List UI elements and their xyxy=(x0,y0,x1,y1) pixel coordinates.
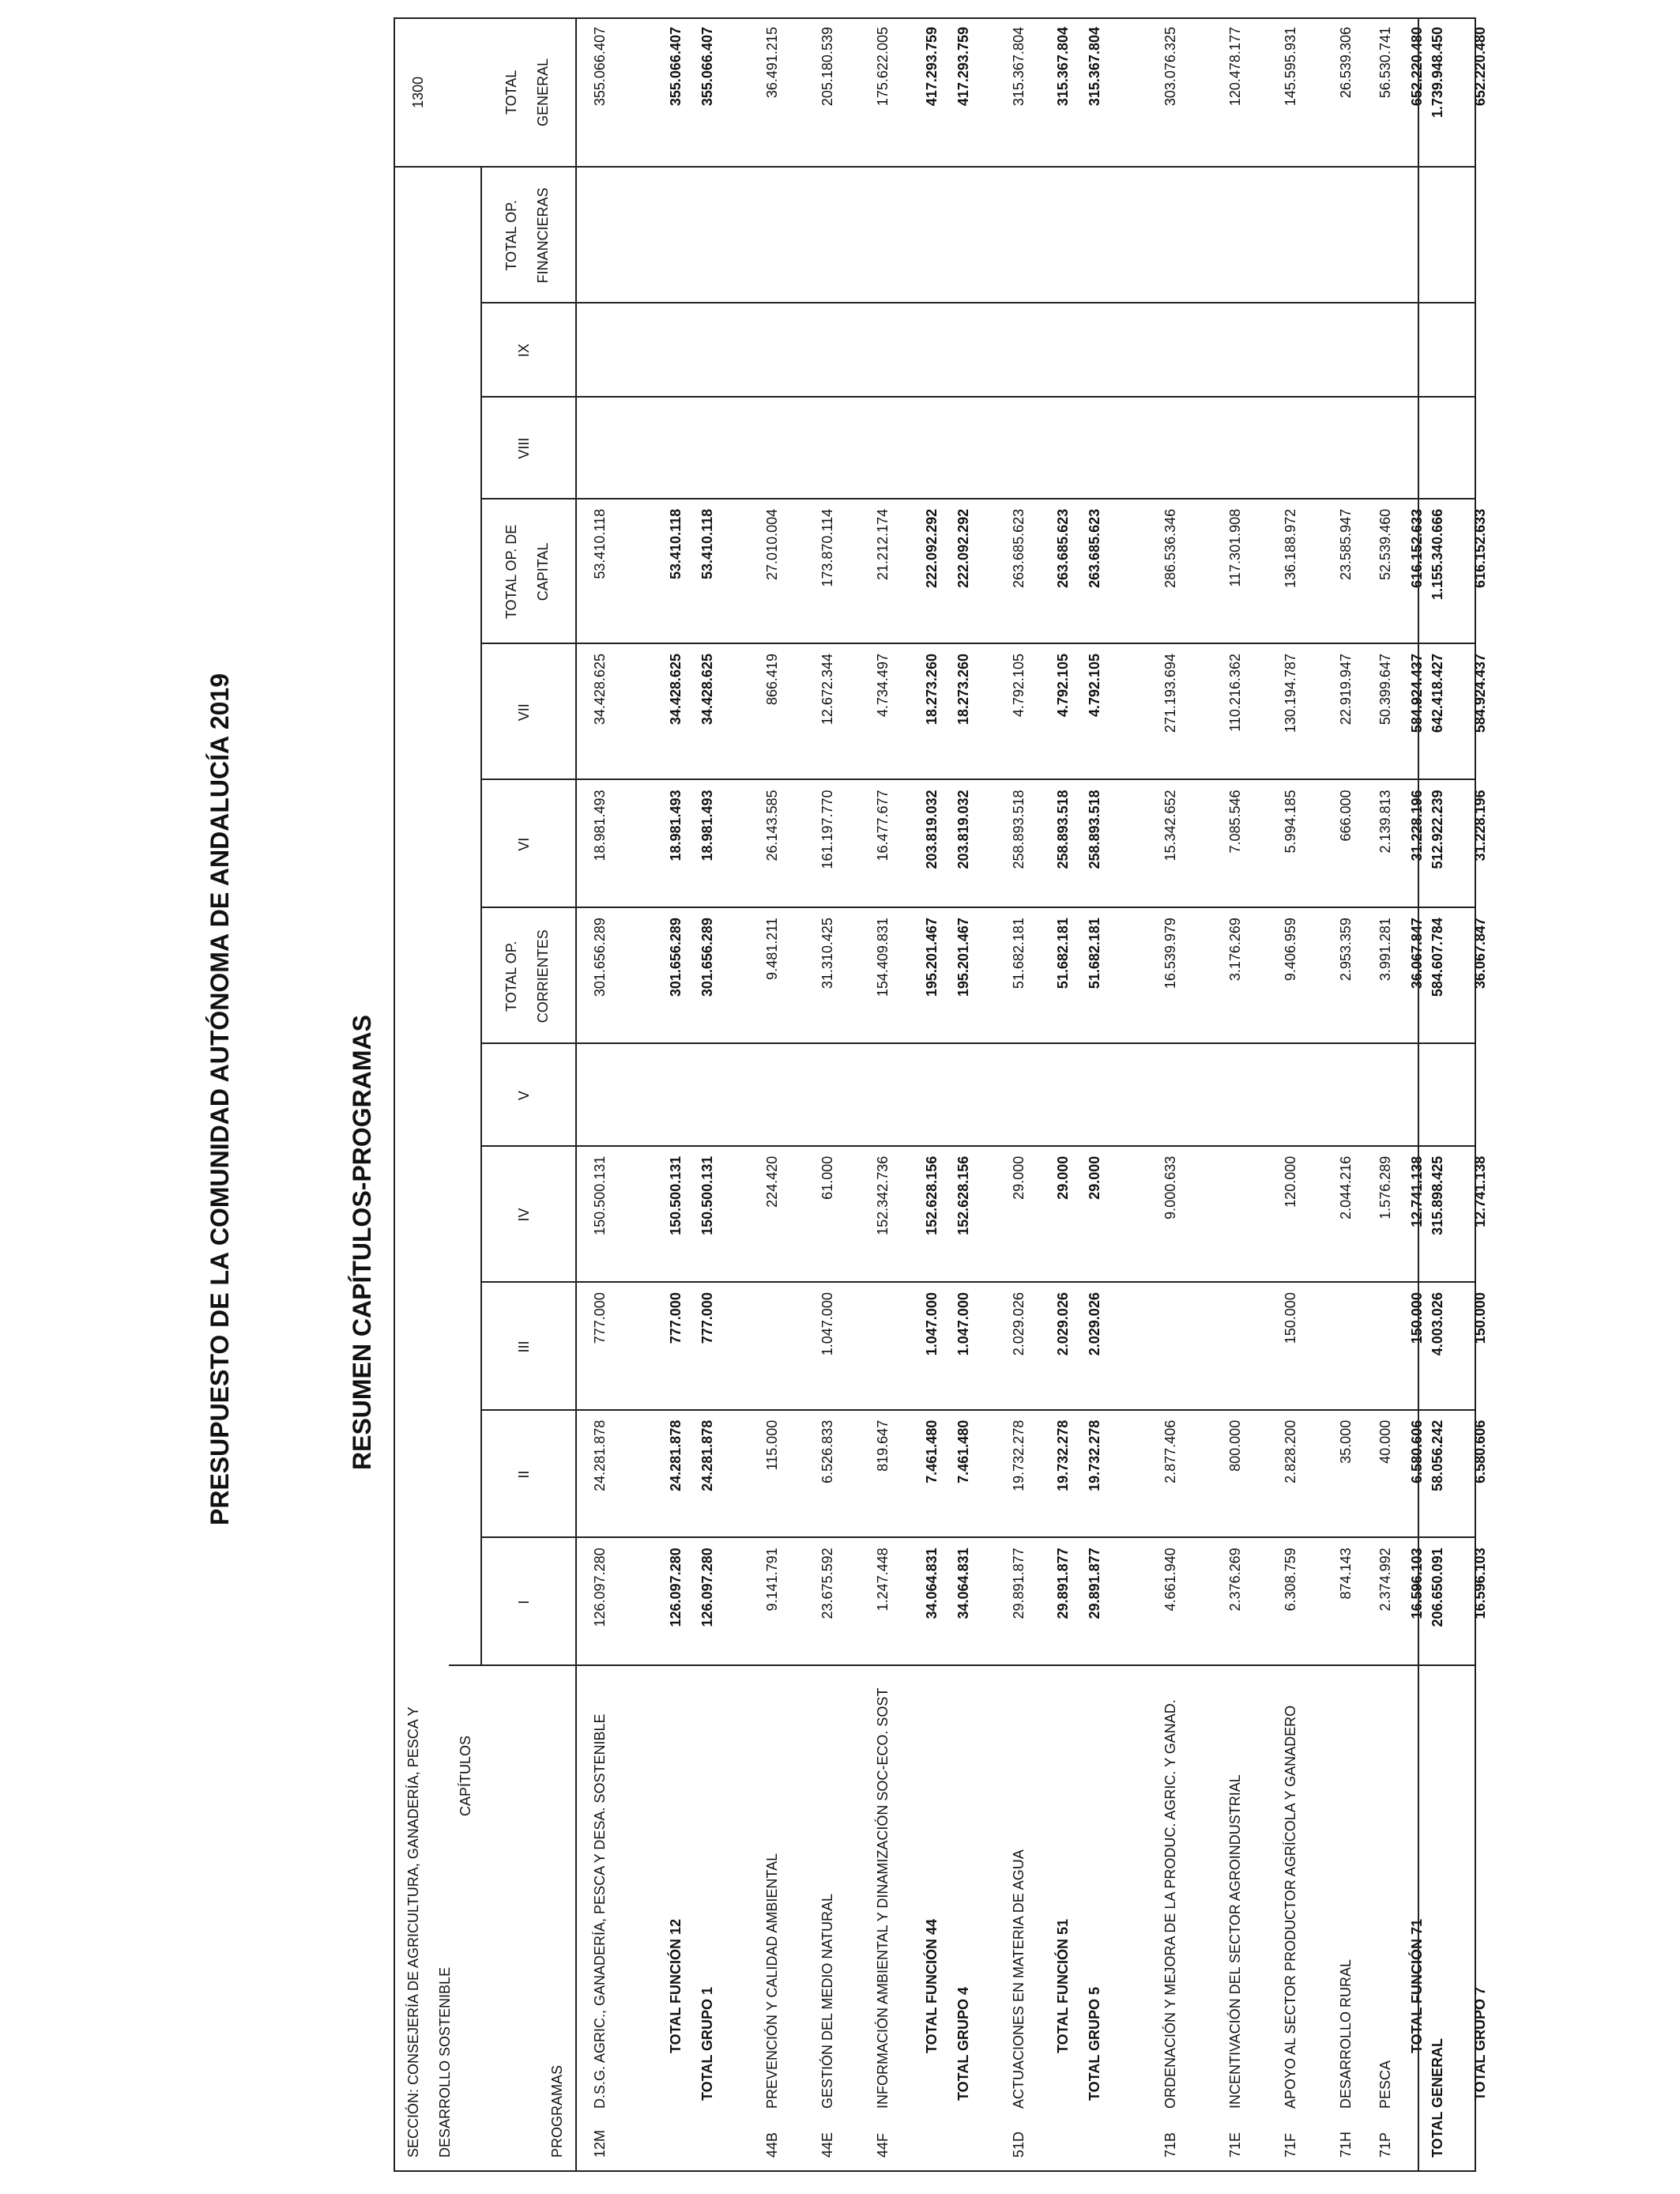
table-cell: 286.536.346 xyxy=(1162,508,1178,588)
table-cell: 4.792.105 xyxy=(1087,654,1102,718)
table-cell: 203.819.032 xyxy=(924,790,940,869)
program-name: INFORMACIÓN AMBIENTAL Y DINAMIZACIÓN SOC-ECO. SOST xyxy=(875,1687,891,2109)
divider xyxy=(480,1536,1476,1538)
table-cell: 2.139.813 xyxy=(1377,790,1393,854)
table-cell: 117.301.908 xyxy=(1227,508,1243,587)
table-cell: 29.000 xyxy=(1087,1155,1102,1200)
table-cell: 2.953.359 xyxy=(1338,918,1354,982)
table-cell: 26.539.306 xyxy=(1338,27,1354,99)
table-cell: 36.491.215 xyxy=(764,27,780,99)
column-header: V xyxy=(516,1091,532,1101)
table-cell: 152.628.156 xyxy=(955,1155,971,1235)
table-cell: 1.047.000 xyxy=(955,1292,971,1356)
table-cell: 584.924.437 xyxy=(1472,654,1488,733)
table-cell: 136.188.972 xyxy=(1283,508,1298,588)
table-cell: 258.893.518 xyxy=(1087,790,1102,869)
table-cell: 12.741.138 xyxy=(1409,1155,1425,1227)
table-cell: 31.228.196 xyxy=(1472,790,1488,861)
table-cell: 263.685.623 xyxy=(1011,508,1026,588)
table-cell: 195.201.467 xyxy=(924,918,940,997)
page-subtitle: RESUMEN CAPÍTULOS-PROGRAMAS xyxy=(348,1014,376,1470)
table-cell: 51.682.181 xyxy=(1055,918,1071,990)
table-cell: 19.732.278 xyxy=(1011,1419,1026,1491)
table-cell: 301.656.289 xyxy=(699,918,715,997)
table-cell: 1.576.289 xyxy=(1377,1155,1393,1220)
table-cell: 34.428.625 xyxy=(592,654,608,726)
table-cell: 271.193.694 xyxy=(1162,654,1178,733)
table-cell: 36.067.847 xyxy=(1472,918,1488,990)
total-general-cell: 642.418.427 xyxy=(1430,654,1445,733)
program-name: TOTAL FUNCIÓN 71 xyxy=(1409,1918,1425,2053)
program-name: TOTAL GRUPO 5 xyxy=(1087,1986,1102,2101)
table-cell: 173.870.114 xyxy=(819,508,835,587)
divider xyxy=(480,1281,1476,1283)
table-cell: 800.000 xyxy=(1227,1419,1243,1472)
table-cell: 150.500.131 xyxy=(699,1155,715,1235)
table-cell: 777.000 xyxy=(592,1292,608,1344)
program-name: D.S.G. AGRIC., GANADERÍA, PESCA Y DESA. SOSTENIBLE xyxy=(592,1713,608,2109)
budget-table xyxy=(394,17,1488,2172)
divider xyxy=(480,302,1476,303)
table-cell: 27.010.004 xyxy=(764,508,780,580)
program-code: 44F xyxy=(875,2132,891,2158)
program-name: TOTAL GRUPO 7 xyxy=(1472,1986,1488,2101)
table-cell: 616.152.633 xyxy=(1409,508,1425,588)
table-cell: 666.000 xyxy=(1338,790,1354,842)
table-cell: 120.478.177 xyxy=(1227,27,1243,107)
table-cell: 29.891.877 xyxy=(1087,1547,1102,1619)
program-name: PREVENCIÓN Y CALIDAD AMBIENTAL xyxy=(764,1853,780,2109)
table-cell: 34.428.625 xyxy=(668,654,684,726)
table-cell: 126.097.280 xyxy=(699,1547,715,1627)
table-cell: 263.685.623 xyxy=(1055,508,1071,588)
table-cell: 258.893.518 xyxy=(1011,790,1026,869)
table-cell: 2.374.992 xyxy=(1377,1547,1393,1612)
column-header: IX xyxy=(516,343,532,357)
table-cell: 145.595.931 xyxy=(1283,27,1298,107)
table-cell: 15.342.652 xyxy=(1162,790,1178,861)
table-cell: 4.734.497 xyxy=(875,654,891,718)
table-cell: 175.622.005 xyxy=(875,27,891,107)
program-name: TOTAL FUNCIÓN 12 xyxy=(668,1918,684,2053)
table-cell: 9.141.791 xyxy=(764,1547,780,1612)
table-cell: 205.180.539 xyxy=(819,27,835,107)
total-general-cell: 4.003.026 xyxy=(1430,1292,1445,1356)
program-name: PESCA xyxy=(1377,2060,1393,2109)
table-cell: 1.247.448 xyxy=(875,1547,891,1612)
table-cell: 34.064.831 xyxy=(955,1547,971,1619)
total-general-cell: 512.922.239 xyxy=(1430,790,1445,869)
total-general-cell: 1.155.340.666 xyxy=(1430,508,1445,600)
table-cell: 616.152.633 xyxy=(1472,508,1488,588)
table-cell: 4.661.940 xyxy=(1162,1547,1178,1612)
table-cell: 16.596.103 xyxy=(1409,1547,1425,1619)
table-cell: 417.293.759 xyxy=(955,27,971,107)
table-cell: 7.461.480 xyxy=(924,1419,940,1483)
capitulos-header: CAPÍTULOS xyxy=(458,1735,473,1816)
program-code: 71B xyxy=(1162,2132,1178,2158)
table-cell: 18.273.260 xyxy=(955,654,971,726)
program-name: TOTAL GRUPO 1 xyxy=(699,1986,715,2101)
table-cell: 19.732.278 xyxy=(1055,1419,1071,1491)
table-cell: 26.143.585 xyxy=(764,790,780,861)
table-cell: 161.197.770 xyxy=(819,790,835,869)
column-header: TOTAL OP. xyxy=(503,941,519,1012)
table-cell: 126.097.280 xyxy=(592,1547,608,1627)
table-cell: 126.097.280 xyxy=(668,1547,684,1627)
program-name: TOTAL FUNCIÓN 51 xyxy=(1055,1918,1071,2053)
section-label: SECCIÓN: CONSEJERÍA DE AGRICULTURA, GANADERÍA, PESCA Y xyxy=(405,1706,421,2158)
divider xyxy=(575,17,577,2172)
table-cell: 50.399.647 xyxy=(1377,654,1393,726)
program-name: TOTAL FUNCIÓN 44 xyxy=(924,1918,940,2053)
column-header: CAPITAL xyxy=(535,542,551,601)
divider xyxy=(480,1409,1476,1411)
program-name: ORDENACIÓN Y MEJORA DE LA PRODUC. AGRIC. Y GANAD. xyxy=(1162,1699,1178,2109)
table-cell: 18.981.493 xyxy=(592,790,608,861)
table-cell: 51.682.181 xyxy=(1087,918,1102,990)
section-code: 1300 xyxy=(410,76,426,108)
column-header: TOTAL OP. DE xyxy=(503,524,519,620)
table-cell: 52.539.460 xyxy=(1377,508,1393,580)
table-cell: 16.539.979 xyxy=(1162,918,1178,990)
divider xyxy=(480,1042,1476,1044)
table-cell: 2.877.406 xyxy=(1162,1419,1178,1483)
table-cell: 150.000 xyxy=(1409,1292,1425,1344)
table-cell: 584.924.437 xyxy=(1409,654,1425,733)
total-general-cell: 315.898.425 xyxy=(1430,1155,1445,1235)
column-header: CORRIENTES xyxy=(535,929,551,1023)
table-cell: 301.656.289 xyxy=(592,918,608,997)
divider xyxy=(480,396,1476,398)
table-cell: 315.367.804 xyxy=(1055,27,1071,107)
table-cell: 36.067.847 xyxy=(1409,918,1425,990)
table-cell: 2.376.269 xyxy=(1227,1547,1243,1612)
table-cell: 303.076.325 xyxy=(1162,27,1178,107)
table-cell: 6.580.606 xyxy=(1409,1419,1425,1483)
table-cell: 224.420 xyxy=(764,1155,780,1208)
table-cell: 34.428.625 xyxy=(699,654,715,726)
column-header: I xyxy=(516,1600,532,1604)
table-cell: 29.891.877 xyxy=(1055,1547,1071,1619)
table-cell: 40.000 xyxy=(1377,1419,1393,1464)
table-cell: 53.410.118 xyxy=(668,508,684,579)
table-cell: 2.029.026 xyxy=(1055,1292,1071,1356)
table-cell: 355.066.407 xyxy=(592,27,608,107)
table-cell: 31.228.196 xyxy=(1409,790,1425,861)
table-cell: 22.919.947 xyxy=(1338,654,1354,726)
table-cell: 6.526.833 xyxy=(819,1419,835,1483)
table-cell: 2.029.026 xyxy=(1087,1292,1102,1356)
table-cell: 29.000 xyxy=(1055,1155,1071,1200)
total-general-cell: 206.650.091 xyxy=(1430,1547,1445,1627)
table-cell: 18.981.493 xyxy=(668,790,684,861)
program-name: DESARROLLO RURAL xyxy=(1338,1958,1354,2109)
table-cell: 315.367.804 xyxy=(1011,27,1026,107)
table-cell: 115.000 xyxy=(764,1419,780,1471)
table-cell: 417.293.759 xyxy=(924,27,940,107)
column-header: VIII xyxy=(516,437,532,459)
table-cell: 35.000 xyxy=(1338,1419,1354,1464)
table-cell: 150.000 xyxy=(1472,1292,1488,1344)
divider xyxy=(480,168,482,1666)
table-cell: 154.409.831 xyxy=(875,918,891,997)
program-name: ACTUACIONES EN MATERIA DE AGUA xyxy=(1011,1849,1026,2109)
table-cell: 110.216.362 xyxy=(1227,654,1243,732)
table-cell: 150.500.131 xyxy=(668,1155,684,1235)
table-cell: 9.000.633 xyxy=(1162,1155,1178,1220)
column-header: TOTAL OP. xyxy=(503,200,519,271)
table-cell: 51.682.181 xyxy=(1011,918,1026,990)
total-general-label: TOTAL GENERAL xyxy=(1430,2038,1445,2158)
program-code: 44B xyxy=(764,2132,780,2158)
section-label-2: DESARROLLO SOSTENIBLE xyxy=(437,1966,453,2158)
divider xyxy=(480,166,1476,168)
table-cell: 130.194.787 xyxy=(1283,654,1298,733)
table-cell: 2.828.200 xyxy=(1283,1419,1298,1483)
total-general-cell: 584.607.784 xyxy=(1430,918,1445,997)
table-cell: 152.628.156 xyxy=(924,1155,940,1235)
table-cell: 652.220.480 xyxy=(1472,27,1488,107)
table-cell: 355.066.407 xyxy=(668,27,684,107)
table-cell: 21.212.174 xyxy=(875,508,891,580)
page-title: PRESUPUESTO DE LA COMUNIDAD AUTÓNOMA DE ANDALUCÍA 2019 xyxy=(205,673,234,1525)
column-header: IV xyxy=(516,1208,532,1222)
program-code: 12M xyxy=(592,2129,608,2158)
table-cell: 315.367.804 xyxy=(1087,27,1102,107)
table-cell: 2.044.216 xyxy=(1338,1155,1354,1220)
table-cell: 24.281.878 xyxy=(699,1419,715,1491)
table-cell: 34.064.831 xyxy=(924,1547,940,1619)
table-cell: 9.481.211 xyxy=(764,918,780,980)
divider xyxy=(480,1145,1476,1147)
table-cell: 3.991.281 xyxy=(1377,918,1393,982)
table-cell: 6.580.606 xyxy=(1472,1419,1488,1483)
column-header: VI xyxy=(516,837,532,851)
program-name: INCENTIVACIÓN DEL SECTOR AGROINDUSTRIAL xyxy=(1227,1774,1243,2109)
table-cell: 16.596.103 xyxy=(1472,1547,1488,1619)
table-cell: 23.675.592 xyxy=(819,1547,835,1619)
program-code: 71E xyxy=(1227,2132,1243,2158)
table-cell: 61.000 xyxy=(819,1155,835,1200)
table-cell: 150.000 xyxy=(1283,1292,1298,1344)
table-cell: 3.176.269 xyxy=(1227,918,1243,982)
column-header: FINANCIERAS xyxy=(535,187,551,284)
divider xyxy=(1418,17,1419,2172)
table-cell: 777.000 xyxy=(668,1292,684,1344)
table-cell: 24.281.878 xyxy=(668,1419,684,1491)
program-code: 44E xyxy=(819,2132,835,2158)
table-cell: 5.994.185 xyxy=(1283,790,1298,854)
divider xyxy=(480,643,1476,644)
table-cell: 150.500.131 xyxy=(592,1155,608,1235)
table-cell: 819.647 xyxy=(875,1419,891,1472)
table-cell: 56.530.741 xyxy=(1377,27,1393,99)
table-cell: 152.342.736 xyxy=(875,1155,891,1235)
total-general-cell: 1.739.948.450 xyxy=(1430,27,1445,119)
program-code: 51D xyxy=(1011,2131,1026,2158)
program-code: 71P xyxy=(1377,2132,1393,2158)
column-header: II xyxy=(516,1470,532,1479)
table-cell: 31.310.425 xyxy=(819,918,835,990)
table-cell: 7.085.546 xyxy=(1227,790,1243,854)
table-cell: 652.220.480 xyxy=(1409,27,1425,107)
table-cell: 18.981.493 xyxy=(699,790,715,861)
table-cell: 203.819.032 xyxy=(955,790,971,869)
table-cell: 866.419 xyxy=(764,654,780,706)
divider xyxy=(480,778,1476,780)
program-code: 71H xyxy=(1338,2131,1354,2158)
table-cell: 53.410.118 xyxy=(592,508,608,579)
table-cell: 12.672.344 xyxy=(819,654,835,726)
programas-header: PROGRAMAS xyxy=(549,2064,565,2158)
column-header: III xyxy=(516,1340,532,1353)
table-cell: 301.656.289 xyxy=(668,918,684,997)
table-cell: 53.410.118 xyxy=(699,508,715,579)
table-cell: 29.000 xyxy=(1011,1155,1026,1200)
table-cell: 18.273.260 xyxy=(924,654,940,726)
program-code: 71F xyxy=(1283,2132,1298,2158)
table-cell: 23.585.947 xyxy=(1338,508,1354,580)
table-cell: 874.143 xyxy=(1338,1547,1354,1600)
table-cell: 9.406.959 xyxy=(1283,918,1298,982)
table-cell: 2.029.026 xyxy=(1011,1292,1026,1356)
table-cell: 1.047.000 xyxy=(819,1292,835,1356)
table-cell: 222.092.292 xyxy=(924,508,940,588)
table-cell: 777.000 xyxy=(699,1292,715,1344)
program-name: APOYO AL SECTOR PRODUCTOR AGRÍCOLA Y GANADERO xyxy=(1283,1705,1298,2109)
table-cell: 195.201.467 xyxy=(955,918,971,997)
column-header: VII xyxy=(516,703,532,722)
table-cell: 1.047.000 xyxy=(924,1292,940,1356)
table-cell: 7.461.480 xyxy=(955,1419,971,1483)
table-cell: 19.732.278 xyxy=(1087,1419,1102,1491)
table-cell: 120.000 xyxy=(1283,1155,1298,1208)
table-cell: 4.792.105 xyxy=(1055,654,1071,718)
total-general-cell: 58.056.242 xyxy=(1430,1419,1445,1491)
table-cell: 4.792.105 xyxy=(1011,654,1026,718)
table-cell: 258.893.518 xyxy=(1055,790,1071,869)
table-cell: 6.308.759 xyxy=(1283,1547,1298,1612)
table-cell: 355.066.407 xyxy=(699,27,715,107)
table-cell: 12.741.138 xyxy=(1472,1155,1488,1227)
column-header: TOTAL xyxy=(503,70,519,115)
table-cell: 16.477.677 xyxy=(875,790,891,861)
table-cell: 24.281.878 xyxy=(592,1419,608,1491)
column-header: GENERAL xyxy=(535,58,551,126)
table-cell: 263.685.623 xyxy=(1087,508,1102,588)
table-cell: 29.891.877 xyxy=(1011,1547,1026,1619)
program-name: TOTAL GRUPO 4 xyxy=(955,1986,971,2101)
table-cell: 222.092.292 xyxy=(955,508,971,588)
divider xyxy=(480,498,1476,499)
divider xyxy=(480,907,1476,908)
program-name: GESTIÓN DEL MEDIO NATURAL xyxy=(819,1893,835,2109)
